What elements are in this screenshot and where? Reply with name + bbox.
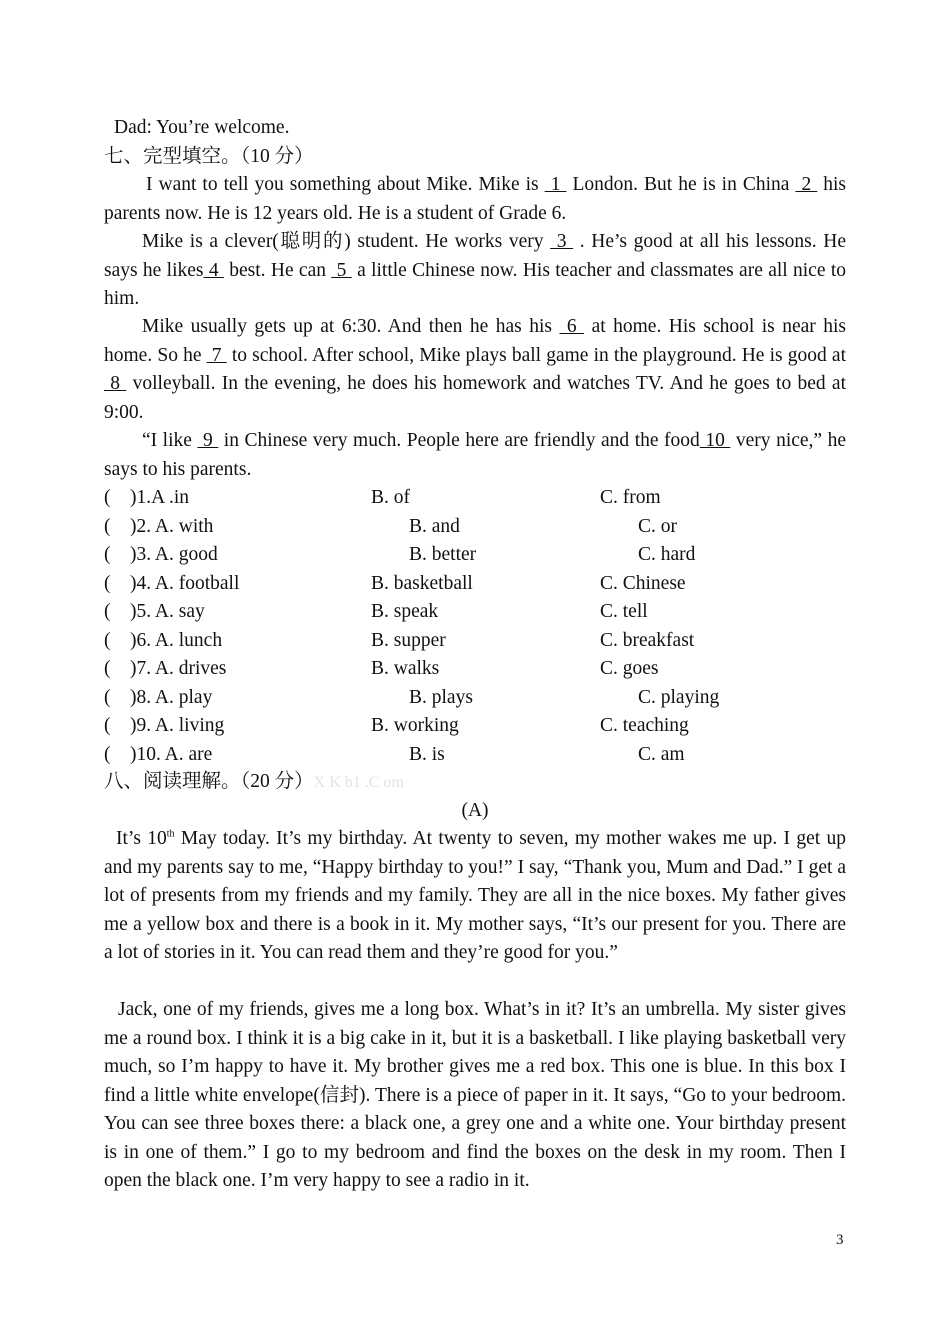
question-stem: ( )5. A. say: [104, 601, 205, 622]
option-c: C. tell: [600, 601, 648, 622]
option-c: C. from: [600, 487, 661, 508]
cloze-paragraph-2: Mike is a clever(聪明的) student. He works very 3 . He’s good at all his lessons. He says he likes 4 best. He can 5 a little Chinese now. His teacher and classmates are all nice to him.: [104, 231, 846, 309]
option-c: C. am: [638, 743, 685, 765]
option-c: C. breakfast: [600, 629, 695, 651]
option-b: B. plays: [409, 686, 473, 708]
watermark: X K b1 .C om: [313, 774, 404, 791]
option-b: B. and: [409, 515, 460, 537]
question-stem: ( )3. A. good: [104, 544, 218, 565]
dialogue-line: Dad: You’re welcome.: [114, 117, 290, 138]
option-b: B. basketball: [371, 572, 473, 594]
blank-8: 8: [104, 373, 127, 394]
option-c: C. hard: [638, 544, 696, 565]
option-b: B. walks: [371, 658, 440, 679]
blank-10: 10: [699, 430, 731, 451]
option-b: B. better: [409, 544, 477, 565]
blank-6: 6: [559, 316, 585, 337]
option-b: B. supper: [371, 629, 446, 651]
option-b: B. of: [371, 487, 410, 508]
question-stem: ( )6. A. lunch: [104, 629, 223, 651]
cloze-paragraph-3: Mike usually gets up at 6:30. And then he has his 6 at home. His school is near his home. So he 7 to school. After school, Mike plays ball game in the playground. He is good at 8 volleyball. In the evening, he does his homework and watches TV. And he goes to bed at 9:00.: [104, 316, 847, 423]
blank-7: 7: [206, 344, 227, 366]
question-stem: ( )10. A. are: [104, 743, 213, 765]
question-stem: ( )2. A. with: [104, 515, 214, 537]
section-7-heading: 七、完型填空。（10 分）: [104, 146, 314, 167]
reading-paragraph-1: It’s 10th May today. It’s my birthday. At twenty to seven, my mother wakes me up. I get up and my parents say to me, “Happy birthday to you!” I say, “Thank you, Mum and Dad.” I get a lot of presents from my friends and my family. They are all in the nice boxes. My father gives me a yellow box and there is a book in it. My mother says, “It’s our present for you. There are a lot of stories in it. You can read them and they’re good for you.”: [104, 828, 846, 963]
cloze-paragraph-1: I want to tell you something about Mike. Mike is 1 London. But he is in China 2 his parents now. He is 12 years old. He is a student of Grade 6.: [104, 174, 847, 224]
blank-5: 5: [331, 259, 352, 281]
reading-subheading: (A): [461, 800, 489, 821]
cloze-paragraph-4: “I like 9 in Chinese very much. People here are friendly and the food 10 very nice,” he says to his parents.: [104, 430, 847, 480]
option-c: C. Chinese: [600, 572, 686, 594]
question-stem: ( )9. A. living: [104, 715, 225, 736]
option-b: B. is: [409, 743, 445, 765]
option-c: C. or: [638, 515, 677, 537]
blank-9: 9: [197, 430, 219, 451]
page-number: 3: [836, 1232, 844, 1248]
blank-2: 2: [795, 174, 818, 195]
option-c: C. goes: [600, 658, 659, 679]
option-c: C. teaching: [600, 715, 689, 736]
reading-paragraph-2: Jack, one of my friends, gives me a long box. What’s in it? It’s an umbrella. My sister gives me a round box. I think it is a big cake in it, but it is a basketball. I like playing basketball very much, so I’m happy to have it. My brother gives me a red box. This one is blue. In this box I find a little white envelope(信封). There is a piece of paper in it. It says, “Go to your bedroom. You can see three boxes there: a black one, a grey one and a white one. Your birthday present is in one of them.” I go to my bedroom and find the boxes on the desk in my room. Then I open the black one. I’m very happy to see a radio in it.: [104, 999, 846, 1191]
section-8-heading: 八、阅读理解。（20 分）X K b1 .C om: [104, 771, 404, 792]
blank-4: 4: [203, 259, 224, 281]
blank-1: 1: [544, 174, 567, 195]
option-c: C. playing: [638, 686, 720, 708]
question-stem: ( )1.A .in: [104, 487, 190, 508]
blank-3: 3: [550, 231, 574, 252]
question-stem: ( )8. A. play: [104, 686, 213, 708]
question-stem: ( )7. A. drives: [104, 658, 227, 679]
option-b: B. speak: [371, 601, 439, 622]
question-stem: ( )4. A. football: [104, 572, 240, 594]
option-b: B. working: [371, 715, 459, 736]
